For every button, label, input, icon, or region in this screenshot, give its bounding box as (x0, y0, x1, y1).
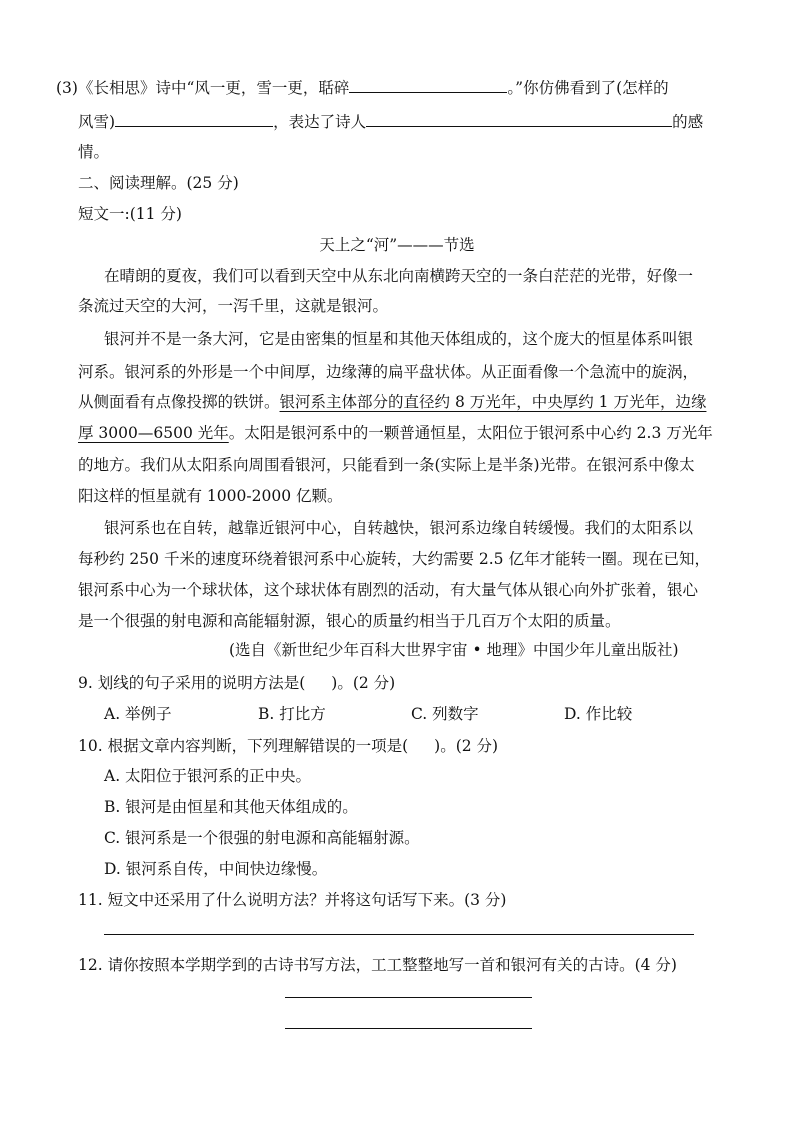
q12-answer-line-1[interactable] (285, 997, 532, 998)
p3-line3: 银河系中心为一个球状体，这个球状体有剧烈的活动，有大量气体从银心向外扩张着，银心 (78, 581, 699, 599)
p1-line1: 在晴朗的夏夜，我们可以看到天空中从东北向南横跨天空的一条白茫茫的光带，好像一 (104, 267, 694, 285)
q3-prefix: (3)《长相思》诗中“风一更，雪一更，聒碎 (56, 79, 350, 97)
q11-answer-line[interactable] (104, 934, 694, 935)
q3-blank-1[interactable] (349, 76, 507, 93)
q3-line2 (78, 110, 703, 132)
q3-line2-mid: ，表达了诗人 (273, 113, 367, 131)
passage-title: 天上之“河”———节选 (319, 236, 475, 254)
q10-option-a[interactable]: A. 太阳位于银河系的正中央。 (104, 767, 312, 785)
q3-line3: 情。 (78, 143, 110, 161)
underlined-sentence-part2: 厚 3000—6500 光年 (78, 424, 229, 442)
q12-stem: 12. 请你按照本学期学到的古诗书写方法，工工整整地写一首和银河有关的古诗。(4 分) (78, 956, 677, 974)
q12-answer-line-2[interactable] (285, 1028, 532, 1029)
q9-option-d[interactable]: D. 作比较 (564, 705, 633, 723)
underlined-sentence-part1: 银河系主体部分的直径约 8 万光年，中央厚约 1 万光年，边缘 (279, 393, 707, 411)
p3-line4: 是一个很强的射电源和高能辐射源，银心的质量约相当于几百万个太阳的质量。 (78, 612, 621, 630)
q9-option-a[interactable]: A. 举例子 (104, 705, 172, 723)
q3-line2-start: 风雪) (78, 113, 116, 131)
p2-line6: 阳这样的恒星就有 1000-2000 亿颗。 (78, 487, 343, 505)
q3-blank-3[interactable] (366, 110, 672, 127)
p2-line5: 的地方。我们从太阳系向周围看银河，只能看到一条(实际上是半条)光带。在银河系中像太 (78, 456, 695, 474)
q3-line2-end: 的感 (672, 113, 704, 131)
section2-title: 二、阅读理解。(25 分) (78, 174, 239, 192)
passage-source: (选自《新世纪少年百科大世界宇宙 • 地理》中国少年儿童出版社) (229, 641, 679, 659)
p2-line2: 河系。银河系的外形是一个中间厚，边缘薄的扁平盘状体。从正面看像一个急流中的旋涡， (78, 363, 699, 381)
q9-stem: 9. 划线的句子采用的说明方法是( )。(2 分) (78, 674, 396, 692)
q10-option-b[interactable]: B. 银河是由恒星和其他天体组成的。 (104, 798, 358, 816)
q9-option-c[interactable]: C. 列数字 (411, 705, 479, 723)
p3-line1: 银河系也在自转，越靠近银河中心，自转越快，银河系边缘自转缓慢。我们的太阳系以 (104, 519, 694, 537)
q3-mid: 。”你仿佛看到了(怎样的 (507, 79, 669, 97)
q10-option-d[interactable]: D. 银河系自传，中间快边缘慢。 (104, 860, 328, 878)
passage-label: 短文一:(11 分) (78, 205, 182, 223)
q3-line1 (56, 76, 669, 98)
q9-option-b[interactable]: B. 打比方 (258, 705, 326, 723)
q10-option-c[interactable]: C. 银河系是一个很强的射电源和高能辐射源。 (104, 829, 420, 847)
p2-line1: 银河并不是一条大河，它是由密集的恒星和其他天体组成的，这个庞大的恒星体系叫银 (104, 330, 694, 348)
p1-line2: 条流过天空的大河，一泻千里，这就是银河。 (78, 297, 389, 315)
q3-blank-2[interactable] (115, 110, 273, 127)
p2-line4: 厚 3000—6500 光年。太阳是银河系中的一颗普通恒星，太阳位于银河系中心约 2.3 万光年 (78, 424, 713, 442)
p3-line2: 每秒约 250 千米的速度环绕着银河系中心旋转，大约需要 2.5 亿年才能转一圈。现在已知， (78, 550, 710, 568)
q10-stem: 10. 根据文章内容判断，下列理解错误的一项是( )。(2 分) (78, 737, 499, 755)
q11-stem: 11. 短文中还采用了什么说明方法？并将这句话写下来。(3 分) (78, 891, 507, 909)
p2-line3: 从侧面看有点像投掷的铁饼。银河系主体部分的直径约 8 万光年，中央厚约 1 万光年，边缘 (78, 393, 707, 411)
